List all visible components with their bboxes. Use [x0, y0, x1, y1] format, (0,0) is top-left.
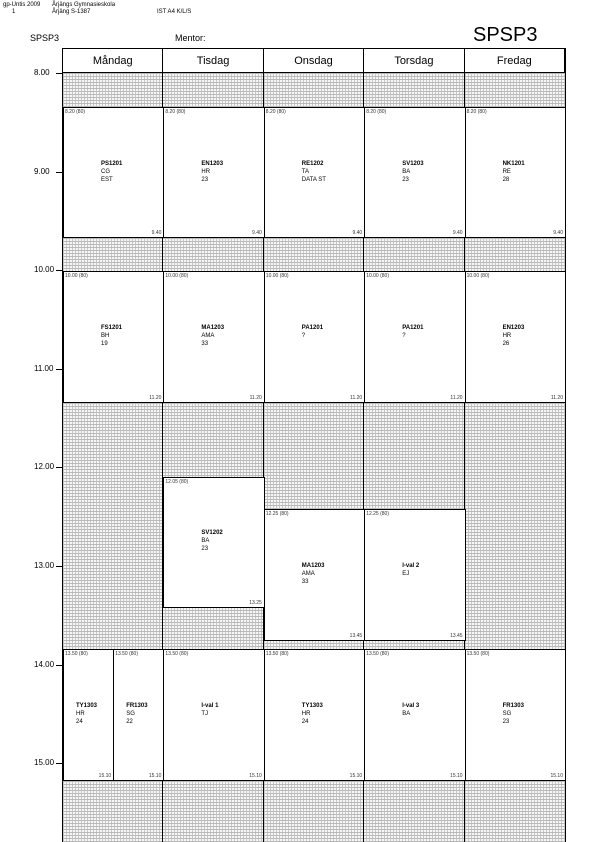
lesson-teacher: AMA	[201, 332, 215, 339]
lesson-end-time: 11.20	[550, 394, 563, 401]
software-label: gp-Untis 2009	[3, 2, 41, 8]
lesson-teacher: HR	[201, 168, 211, 175]
lesson-course-code: MA1203	[201, 324, 225, 331]
day-header-0: Måndag	[63, 49, 163, 73]
lesson-end-time: 13.25	[249, 600, 262, 607]
lesson-room: 28	[502, 176, 510, 183]
lesson-course-code: EN1203	[502, 324, 525, 331]
lesson-course-code: SV1202	[201, 530, 223, 537]
lesson-room: 26	[502, 340, 510, 347]
lesson-teacher: RE	[502, 168, 511, 175]
hour-label: 12.00	[34, 462, 55, 472]
lesson-block[interactable]	[264, 649, 365, 780]
lesson-teacher: TA	[301, 168, 310, 175]
lesson-teacher: EJ	[402, 571, 410, 578]
lesson-start-time: 12.25 (80)	[265, 511, 289, 518]
lesson-start-time: 13.50 (80)	[366, 651, 389, 658]
lesson-start-time: 13.50 (80)	[265, 651, 289, 658]
lesson-end-time: 15.10	[98, 772, 112, 779]
lesson-block[interactable]	[63, 271, 164, 402]
lesson-teacher: SG	[126, 710, 135, 717]
lesson-start-time: 8.20 (80)	[366, 108, 387, 115]
lesson-block[interactable]	[163, 649, 264, 780]
lesson-teacher: HR	[76, 710, 85, 717]
mentor-label: Mentor:	[175, 33, 206, 43]
lesson-end-time: 11.20	[450, 394, 463, 401]
lesson-start-time: 8.20 (80)	[466, 108, 487, 115]
hour-label: 10.00	[34, 265, 55, 275]
lesson-teacher: TJ	[201, 710, 209, 717]
lesson-block[interactable]	[63, 649, 114, 780]
lesson-block[interactable]	[264, 509, 365, 640]
page-number: 1	[12, 9, 16, 15]
lesson-end-time: 11.20	[249, 394, 262, 401]
school-name: Årjängs Gymnasieskola	[52, 2, 116, 8]
lesson-end-time: 9.40	[553, 230, 563, 237]
lesson-teacher: ?	[402, 332, 406, 339]
lesson-start-time: 13.50 (80)	[165, 651, 189, 658]
lesson-start-time: 8.20 (80)	[65, 108, 86, 115]
hour-label: 11.00	[34, 363, 54, 373]
lesson-room: 23	[502, 718, 510, 725]
lesson-teacher: HR	[301, 710, 311, 717]
lesson-start-time: 8.20 (80)	[265, 108, 286, 115]
lesson-teacher: AMA	[301, 571, 315, 578]
lesson-course-code: I-val 1	[201, 702, 219, 709]
lesson-block[interactable]	[364, 509, 465, 640]
lesson-room: 19	[101, 340, 108, 347]
lesson-start-time: 10.00 (80)	[466, 273, 490, 280]
lesson-block[interactable]	[113, 649, 164, 780]
lesson-start-time: 10.00 (80)	[165, 273, 189, 280]
lesson-course-code: I-val 3	[402, 702, 420, 709]
lesson-room: 24	[76, 718, 83, 725]
lesson-room: 33	[301, 579, 309, 586]
lesson-teacher: CG	[101, 168, 110, 175]
lesson-start-time: 8.20 (80)	[165, 108, 186, 115]
lesson-start-time: 13.50 (80)	[65, 651, 88, 658]
lesson-block[interactable]	[264, 271, 365, 402]
lesson-block[interactable]	[465, 271, 566, 402]
lesson-end-time: 9.40	[352, 230, 363, 237]
lesson-end-time: 9.40	[252, 230, 262, 237]
lesson-room: 23	[201, 176, 209, 183]
day-header-4: Fredag	[465, 49, 565, 73]
lesson-course-code: FR1303	[126, 702, 148, 709]
lesson-teacher: BA	[201, 538, 210, 545]
hour-label: 13.00	[34, 561, 55, 570]
lesson-block[interactable]	[264, 107, 365, 238]
lesson-room: 23	[201, 546, 209, 553]
lesson-room: 22	[126, 718, 133, 725]
lesson-course-code: PS1201	[101, 160, 123, 167]
lesson-start-time: 10.00 (80)	[65, 273, 88, 280]
lesson-block[interactable]	[465, 107, 566, 238]
lesson-start-time: 10.00 (80)	[366, 273, 389, 280]
lesson-start-time: 12.25 (80)	[366, 511, 389, 518]
lesson-room: 33	[201, 340, 209, 347]
lesson-end-time: 9.40	[452, 230, 463, 237]
lesson-course-code: EN1203	[201, 160, 224, 167]
lesson-room: 24	[301, 718, 309, 725]
school-id: Årjäng S-1387	[52, 9, 91, 15]
lesson-end-time: 11.20	[149, 394, 162, 401]
lesson-teacher: HR	[502, 332, 512, 339]
lesson-block[interactable]	[163, 107, 264, 238]
lesson-end-time: 13.45	[450, 632, 463, 639]
lesson-block[interactable]	[364, 107, 465, 238]
lesson-teacher: BA	[402, 710, 411, 717]
lesson-teacher: BH	[101, 332, 110, 339]
lesson-end-time: 15.10	[450, 772, 463, 779]
lesson-start-time: 13.50 (80)	[115, 651, 138, 658]
lesson-course-code: TY1303	[301, 702, 323, 709]
lesson-course-code: PA1201	[301, 324, 324, 331]
lesson-room: 23	[402, 176, 409, 183]
lesson-end-time: 13.45	[349, 632, 363, 639]
lesson-course-code: TY1303	[76, 702, 98, 709]
lesson-room: EST	[101, 176, 113, 183]
lesson-end-time: 15.10	[148, 772, 162, 779]
lesson-course-code: MA1203	[301, 563, 325, 570]
lesson-course-code: SV1203	[402, 160, 424, 167]
day-header-3: Torsdag	[364, 49, 464, 73]
lesson-block[interactable]	[163, 271, 264, 402]
lesson-teacher: ?	[301, 332, 306, 339]
hour-label: 9.00	[34, 166, 50, 176]
lesson-end-time: 9.40	[151, 230, 162, 237]
lesson-end-time: 15.10	[550, 772, 563, 779]
lesson-course-code: NK1201	[502, 160, 525, 167]
lesson-end-time: 15.10	[249, 772, 262, 779]
lesson-start-time: 12.05 (80)	[165, 478, 189, 485]
page-title: SPSP3	[473, 24, 538, 46]
lesson-course-code: RE1202	[301, 160, 324, 167]
hour-label: 8.00	[34, 68, 50, 77]
lesson-room: DATA ST	[301, 176, 326, 183]
day-header-1: Tisdag	[163, 49, 263, 73]
lesson-course-code: I-val 2	[402, 563, 420, 570]
lesson-teacher: SG	[502, 710, 512, 717]
lesson-course-code: FR1303	[502, 702, 524, 709]
lesson-block[interactable]	[465, 649, 566, 780]
lesson-start-time: 10.00 (80)	[265, 273, 289, 280]
lesson-block[interactable]	[63, 107, 164, 238]
day-header-2: Onsdag	[264, 49, 364, 73]
lesson-block[interactable]	[364, 271, 465, 402]
hour-label: 15.00	[34, 758, 55, 768]
timetable-grid	[62, 48, 566, 842]
lesson-end-time: 15.10	[349, 772, 363, 779]
lesson-end-time: 11.20	[350, 394, 363, 401]
lesson-block[interactable]	[364, 649, 465, 780]
lesson-course-code: PA1201	[402, 324, 424, 331]
lesson-teacher: BA	[402, 168, 411, 175]
lesson-start-time: 13.50 (80)	[466, 651, 490, 658]
lesson-course-code: FS1201	[101, 324, 123, 331]
hour-label: 14.00	[34, 659, 55, 669]
lesson-block[interactable]	[163, 477, 264, 608]
format-label: IST A4 K/L/S	[157, 9, 192, 15]
class-label: SPSP3	[30, 33, 60, 43]
